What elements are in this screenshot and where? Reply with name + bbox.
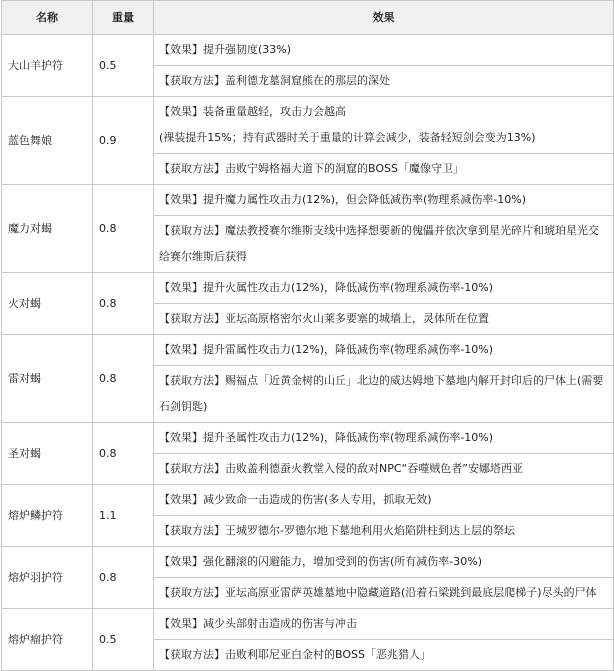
table-row bbox=[2, 273, 614, 304]
effect-text: 【效果】提升强韧度(33%) bbox=[154, 35, 614, 66]
table-row bbox=[2, 185, 614, 216]
table-row bbox=[2, 35, 614, 66]
talisman-weight: 0.5 bbox=[93, 609, 154, 671]
effect-text: 【效果】装备重量越轻，攻击力会越高 bbox=[159, 105, 346, 118]
method-text: 【获取方法】亚坛高原亚雷萨英雄墓地中隐藏道路(沿着石梁跳到最底层爬梯子)尽头的尸体 bbox=[154, 578, 614, 609]
table-row bbox=[2, 97, 614, 154]
talisman-name: 大山羊护符 bbox=[2, 35, 93, 97]
talisman-name: 熔炉羽护符 bbox=[2, 547, 93, 609]
talisman-name: 火对蝎 bbox=[2, 273, 93, 335]
talisman-table bbox=[1, 0, 614, 671]
talisman-weight: 0.8 bbox=[93, 423, 154, 485]
method-text: 【获取方法】击败利耶尼亚白金村的BOSS「恶兆猎人」 bbox=[154, 640, 614, 671]
talisman-name: 熔炉瘤护符 bbox=[2, 609, 93, 671]
method-text: 【获取方法】击败盖利德蚕火教堂入侵的敌对NPC“吞噬贼色者”安娜塔西亚 bbox=[154, 454, 614, 485]
table-row bbox=[2, 423, 614, 454]
method-text: 【获取方法】击败宁姆格福大道下的洞窟的BOSS「魔像守卫」 bbox=[154, 154, 614, 185]
method-text: 【获取方法】赐福点「近黄金树的山丘」北边的威达姆地下墓地内解开封印后的尸体上(需要石剑钥匙) bbox=[154, 366, 614, 423]
method-text: 【获取方法】王城罗德尔-罗德尔地下墓地利用火焰陷阱柱到达上层的祭坛 bbox=[154, 516, 614, 547]
talisman-name: 雷对蝎 bbox=[2, 335, 93, 423]
header-row bbox=[2, 1, 614, 35]
table-row bbox=[2, 609, 614, 640]
talisman-weight: 0.9 bbox=[93, 97, 154, 185]
effect-text: 【效果】强化翻滚的闪避能力，增加受到的伤害(所有减伤率-30%) bbox=[154, 547, 614, 578]
method-text: 【获取方法】盖利德龙墓洞窟熊在的那层的深处 bbox=[154, 66, 614, 97]
effect-note: (裸装提升15%；持有武器时关于重量的计算会减少，装备轻短剑会变为13%) bbox=[159, 131, 536, 144]
talisman-weight: 0.8 bbox=[93, 185, 154, 273]
talisman-weight: 0.8 bbox=[93, 547, 154, 609]
table-row bbox=[2, 335, 614, 366]
effect-text: 【效果】减少致命一击造成的伤害(多人专用，抓取无效) bbox=[154, 485, 614, 516]
talisman-name: 魔力对蝎 bbox=[2, 185, 93, 273]
talisman-name: 圣对蝎 bbox=[2, 423, 93, 485]
method-text: 【获取方法】魔法教授赛尔维斯支线中选择想要新的傀儡并依次拿到星光碎片和琥珀星光交给赛尔维斯后获得 bbox=[154, 216, 614, 273]
effect-cell bbox=[154, 97, 614, 154]
talisman-weight: 0.8 bbox=[93, 335, 154, 423]
effect-text: 【效果】减少头部射击造成的伤害与冲击 bbox=[154, 609, 614, 640]
header-effect: 效果 bbox=[154, 1, 614, 35]
talisman-name: 熔炉鳞护符 bbox=[2, 485, 93, 547]
header-weight: 重量 bbox=[93, 1, 154, 35]
talisman-weight: 0.5 bbox=[93, 35, 154, 97]
talisman-name: 蓝色舞娘 bbox=[2, 97, 93, 185]
table-row bbox=[2, 547, 614, 578]
effect-text: 【效果】提升火属性攻击力(12%)，降低减伤率(物理系减伤率-10%) bbox=[154, 273, 614, 304]
effect-text: 【效果】提升圣属性攻击力(12%)，降低减伤率(物理系减伤率-10%) bbox=[154, 423, 614, 454]
talisman-weight: 0.8 bbox=[93, 273, 154, 335]
header-name: 名称 bbox=[2, 1, 93, 35]
method-text: 【获取方法】亚坛高原格密尔火山莱多要塞的城墙上，灵体所在位置 bbox=[154, 304, 614, 335]
effect-text: 【效果】提升雷属性攻击力(12%)，降低减伤率(物理系减伤率-10%) bbox=[154, 335, 614, 366]
table-row bbox=[2, 485, 614, 516]
talisman-weight: 1.1 bbox=[93, 485, 154, 547]
effect-text: 【效果】提升魔力属性攻击力(12%)，但会降低减伤率(物理系减伤率-10%) bbox=[154, 185, 614, 216]
